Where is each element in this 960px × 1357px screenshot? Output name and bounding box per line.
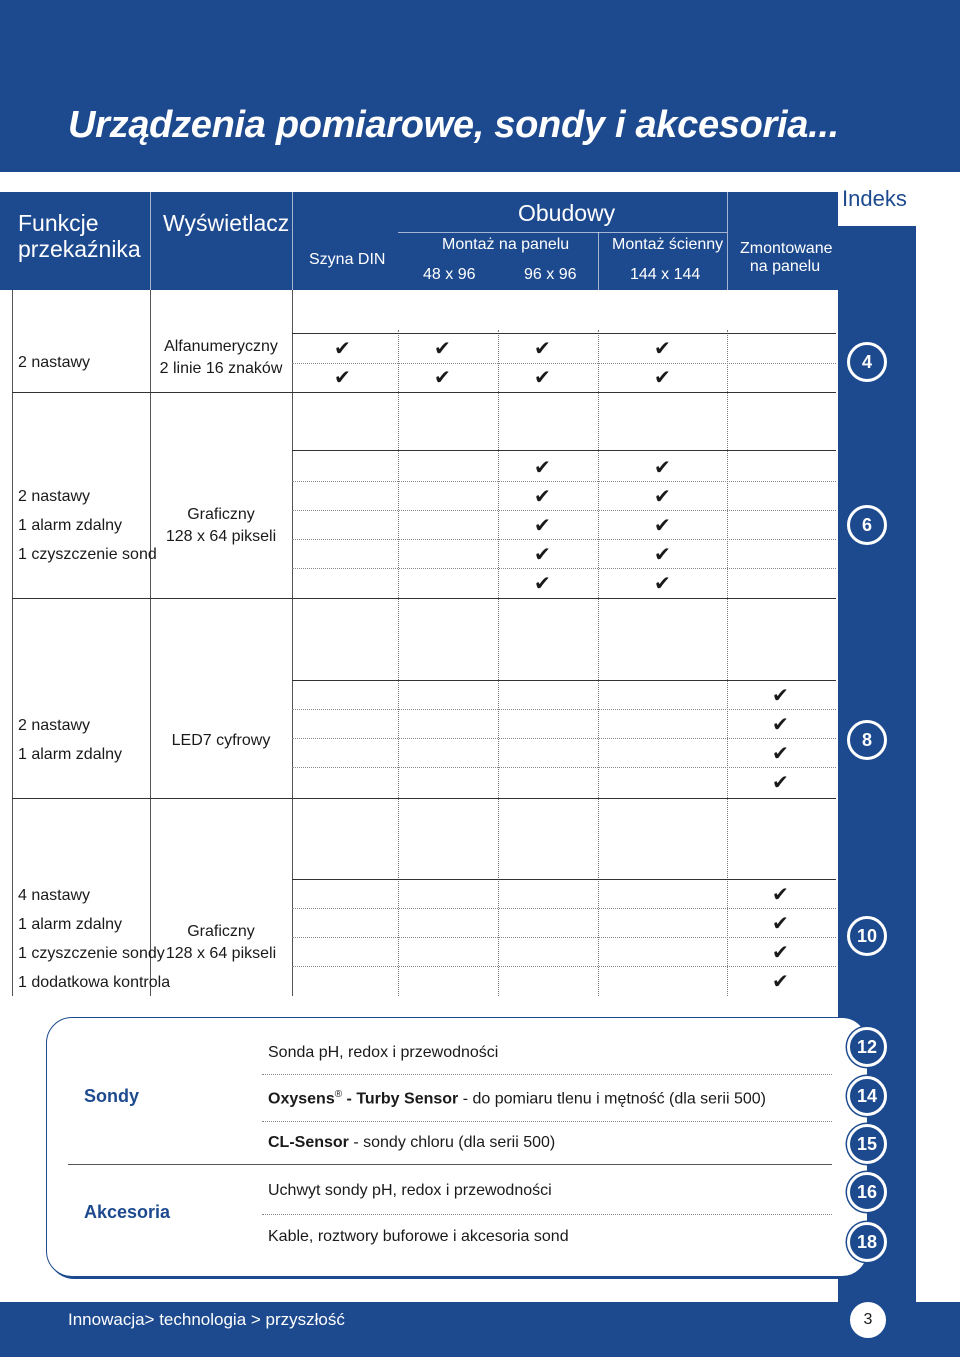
check-mark: ✔ xyxy=(534,484,551,508)
product-item[interactable] xyxy=(268,1044,498,1062)
header-wall-mount: Montaż ścienny xyxy=(612,236,724,253)
check-mark: ✔ xyxy=(654,336,671,360)
row-divider xyxy=(292,333,836,334)
row-functions xyxy=(18,711,122,769)
row-function: 1 alarm zdalny xyxy=(18,746,123,763)
header-housings: Obudowy xyxy=(518,200,616,226)
check-mark: ✔ xyxy=(654,542,671,566)
grid-line xyxy=(727,330,728,996)
check-mark: ✔ xyxy=(772,741,789,765)
row-function: 2 nastawy xyxy=(18,717,91,734)
header-divider xyxy=(150,192,151,290)
product-name: CL-Sensor xyxy=(268,1134,349,1151)
header-size-96: 96 x 96 xyxy=(524,266,577,283)
check-mark: ✔ xyxy=(654,365,671,389)
product-text: - sondy chloru (dla serii 500) xyxy=(348,1134,556,1151)
index-badge[interactable]: 15 xyxy=(847,1124,887,1164)
row-display-line: 2 linie 16 znaków xyxy=(159,360,283,377)
check-mark: ✔ xyxy=(654,455,671,479)
product-item[interactable] xyxy=(268,1089,766,1108)
row-divider xyxy=(292,481,836,482)
product-item[interactable] xyxy=(268,1182,552,1200)
footer-slogan: Innowacja> technologia > przyszłość xyxy=(68,1310,345,1329)
row-divider xyxy=(292,539,836,540)
product-name-suffix: - Turby Sensor xyxy=(342,1090,459,1108)
row-divider xyxy=(292,738,836,739)
index-badge[interactable]: 10 xyxy=(847,916,887,956)
product-name: Oxysens xyxy=(268,1090,335,1108)
check-mark: ✔ xyxy=(434,336,451,360)
row-function: 1 dodatkowa kontrola xyxy=(18,974,171,991)
product-trademark: ® xyxy=(334,1089,343,1100)
check-mark: ✔ xyxy=(654,484,671,508)
header-divider xyxy=(398,232,727,233)
row-divider xyxy=(292,363,836,364)
product-divider xyxy=(262,1074,832,1075)
header-panel-mounted: Zmontowane na panelu xyxy=(740,240,833,276)
header-panel-mount: Montaż na panelu xyxy=(442,236,570,253)
check-mark: ✔ xyxy=(534,365,551,389)
row-functions xyxy=(18,881,170,997)
index-badge[interactable]: 16 xyxy=(847,1172,887,1212)
check-mark: ✔ xyxy=(772,940,789,964)
product-text: - do pomiaru tlenu i mętność (dla serii 500) xyxy=(458,1090,766,1108)
index-badge[interactable]: 4 xyxy=(847,342,887,382)
header-divider xyxy=(292,192,293,290)
grid-line xyxy=(598,330,599,996)
grid-line xyxy=(398,330,399,996)
check-mark: ✔ xyxy=(772,683,789,707)
page-title: Urządzenia pomiarowe, sondy i akcesoria... xyxy=(68,104,839,146)
product-text: Sonda pH, redox i przewodności xyxy=(268,1044,499,1061)
row-divider xyxy=(292,680,836,681)
product-text: Uchwyt sondy pH, redox i przewodności xyxy=(268,1182,552,1199)
row-divider xyxy=(292,767,836,768)
check-mark: ✔ xyxy=(654,571,671,595)
product-divider xyxy=(262,1121,832,1122)
row-display-line: Graficzny xyxy=(187,923,255,940)
row-divider xyxy=(292,450,836,451)
check-mark: ✔ xyxy=(534,336,551,360)
header-divider xyxy=(598,232,599,290)
row-function: 1 alarm zdalny xyxy=(18,916,123,933)
check-mark: ✔ xyxy=(772,882,789,906)
row-divider xyxy=(292,937,836,938)
row-function: 1 czyszczenie sond xyxy=(18,546,157,563)
header-din: Szyna DIN xyxy=(309,251,386,268)
product-divider xyxy=(262,1214,832,1215)
row-display-line: Graficzny xyxy=(187,506,255,523)
row-display xyxy=(150,921,292,965)
product-text: Kable, roztwory buforowe i akcesoria sond xyxy=(268,1228,569,1245)
check-mark: ✔ xyxy=(772,911,789,935)
header-display: Wyświetlacz xyxy=(163,210,290,236)
row-function: 4 nastawy xyxy=(18,887,91,904)
index-badge[interactable]: 12 xyxy=(847,1027,887,1067)
row-divider xyxy=(292,510,836,511)
row-display-line: Alfanumeryczny xyxy=(164,338,278,355)
row-display xyxy=(150,336,292,380)
row-function: 1 alarm zdalny xyxy=(18,517,123,534)
row-display xyxy=(150,504,292,548)
row-function: 2 nastawy xyxy=(18,354,91,371)
index-header: Indeks xyxy=(842,186,907,211)
header-divider xyxy=(727,192,728,290)
row-divider xyxy=(292,966,836,967)
product-item[interactable] xyxy=(268,1134,555,1152)
row-display: LED7 cyfrowy xyxy=(171,732,271,749)
grid-line xyxy=(12,290,13,996)
row-functions xyxy=(18,482,157,569)
index-badge[interactable]: 8 xyxy=(847,720,887,760)
header-functions: Funkcje przekaźnika xyxy=(18,210,141,263)
check-mark: ✔ xyxy=(654,513,671,537)
row-display-line: 128 x 64 pikseli xyxy=(165,945,277,962)
check-mark: ✔ xyxy=(334,365,351,389)
row-display-line: 128 x 64 pikseli xyxy=(165,528,277,545)
grid-line xyxy=(498,330,499,996)
row-divider xyxy=(292,879,836,880)
check-mark: ✔ xyxy=(534,513,551,537)
index-badge[interactable]: 6 xyxy=(847,505,887,545)
row-divider xyxy=(12,392,836,393)
grid-line xyxy=(292,290,293,996)
product-item[interactable] xyxy=(268,1228,569,1246)
check-mark: ✔ xyxy=(772,770,789,794)
check-mark: ✔ xyxy=(534,571,551,595)
check-mark: ✔ xyxy=(334,336,351,360)
section-divider xyxy=(68,1164,832,1165)
row-divider xyxy=(292,908,836,909)
row-function: 2 nastawy xyxy=(18,488,91,505)
index-badge[interactable]: 18 xyxy=(847,1222,887,1262)
row-divider xyxy=(292,709,836,710)
row-function: 1 czyszczenie sondy xyxy=(18,945,165,962)
category-probes: Sondy xyxy=(84,1086,140,1106)
page-number: 3 xyxy=(848,1300,888,1340)
check-mark: ✔ xyxy=(434,365,451,389)
row-divider xyxy=(12,598,836,599)
index-badge[interactable]: 14 xyxy=(847,1076,887,1116)
check-mark: ✔ xyxy=(772,969,789,993)
row-divider xyxy=(292,568,836,569)
header-size-144: 144 x 144 xyxy=(630,266,701,283)
header-size-48: 48 x 96 xyxy=(423,266,476,283)
category-accessories: Akcesoria xyxy=(84,1202,171,1222)
check-mark: ✔ xyxy=(772,712,789,736)
row-divider xyxy=(12,798,836,799)
check-mark: ✔ xyxy=(534,542,551,566)
check-mark: ✔ xyxy=(534,455,551,479)
